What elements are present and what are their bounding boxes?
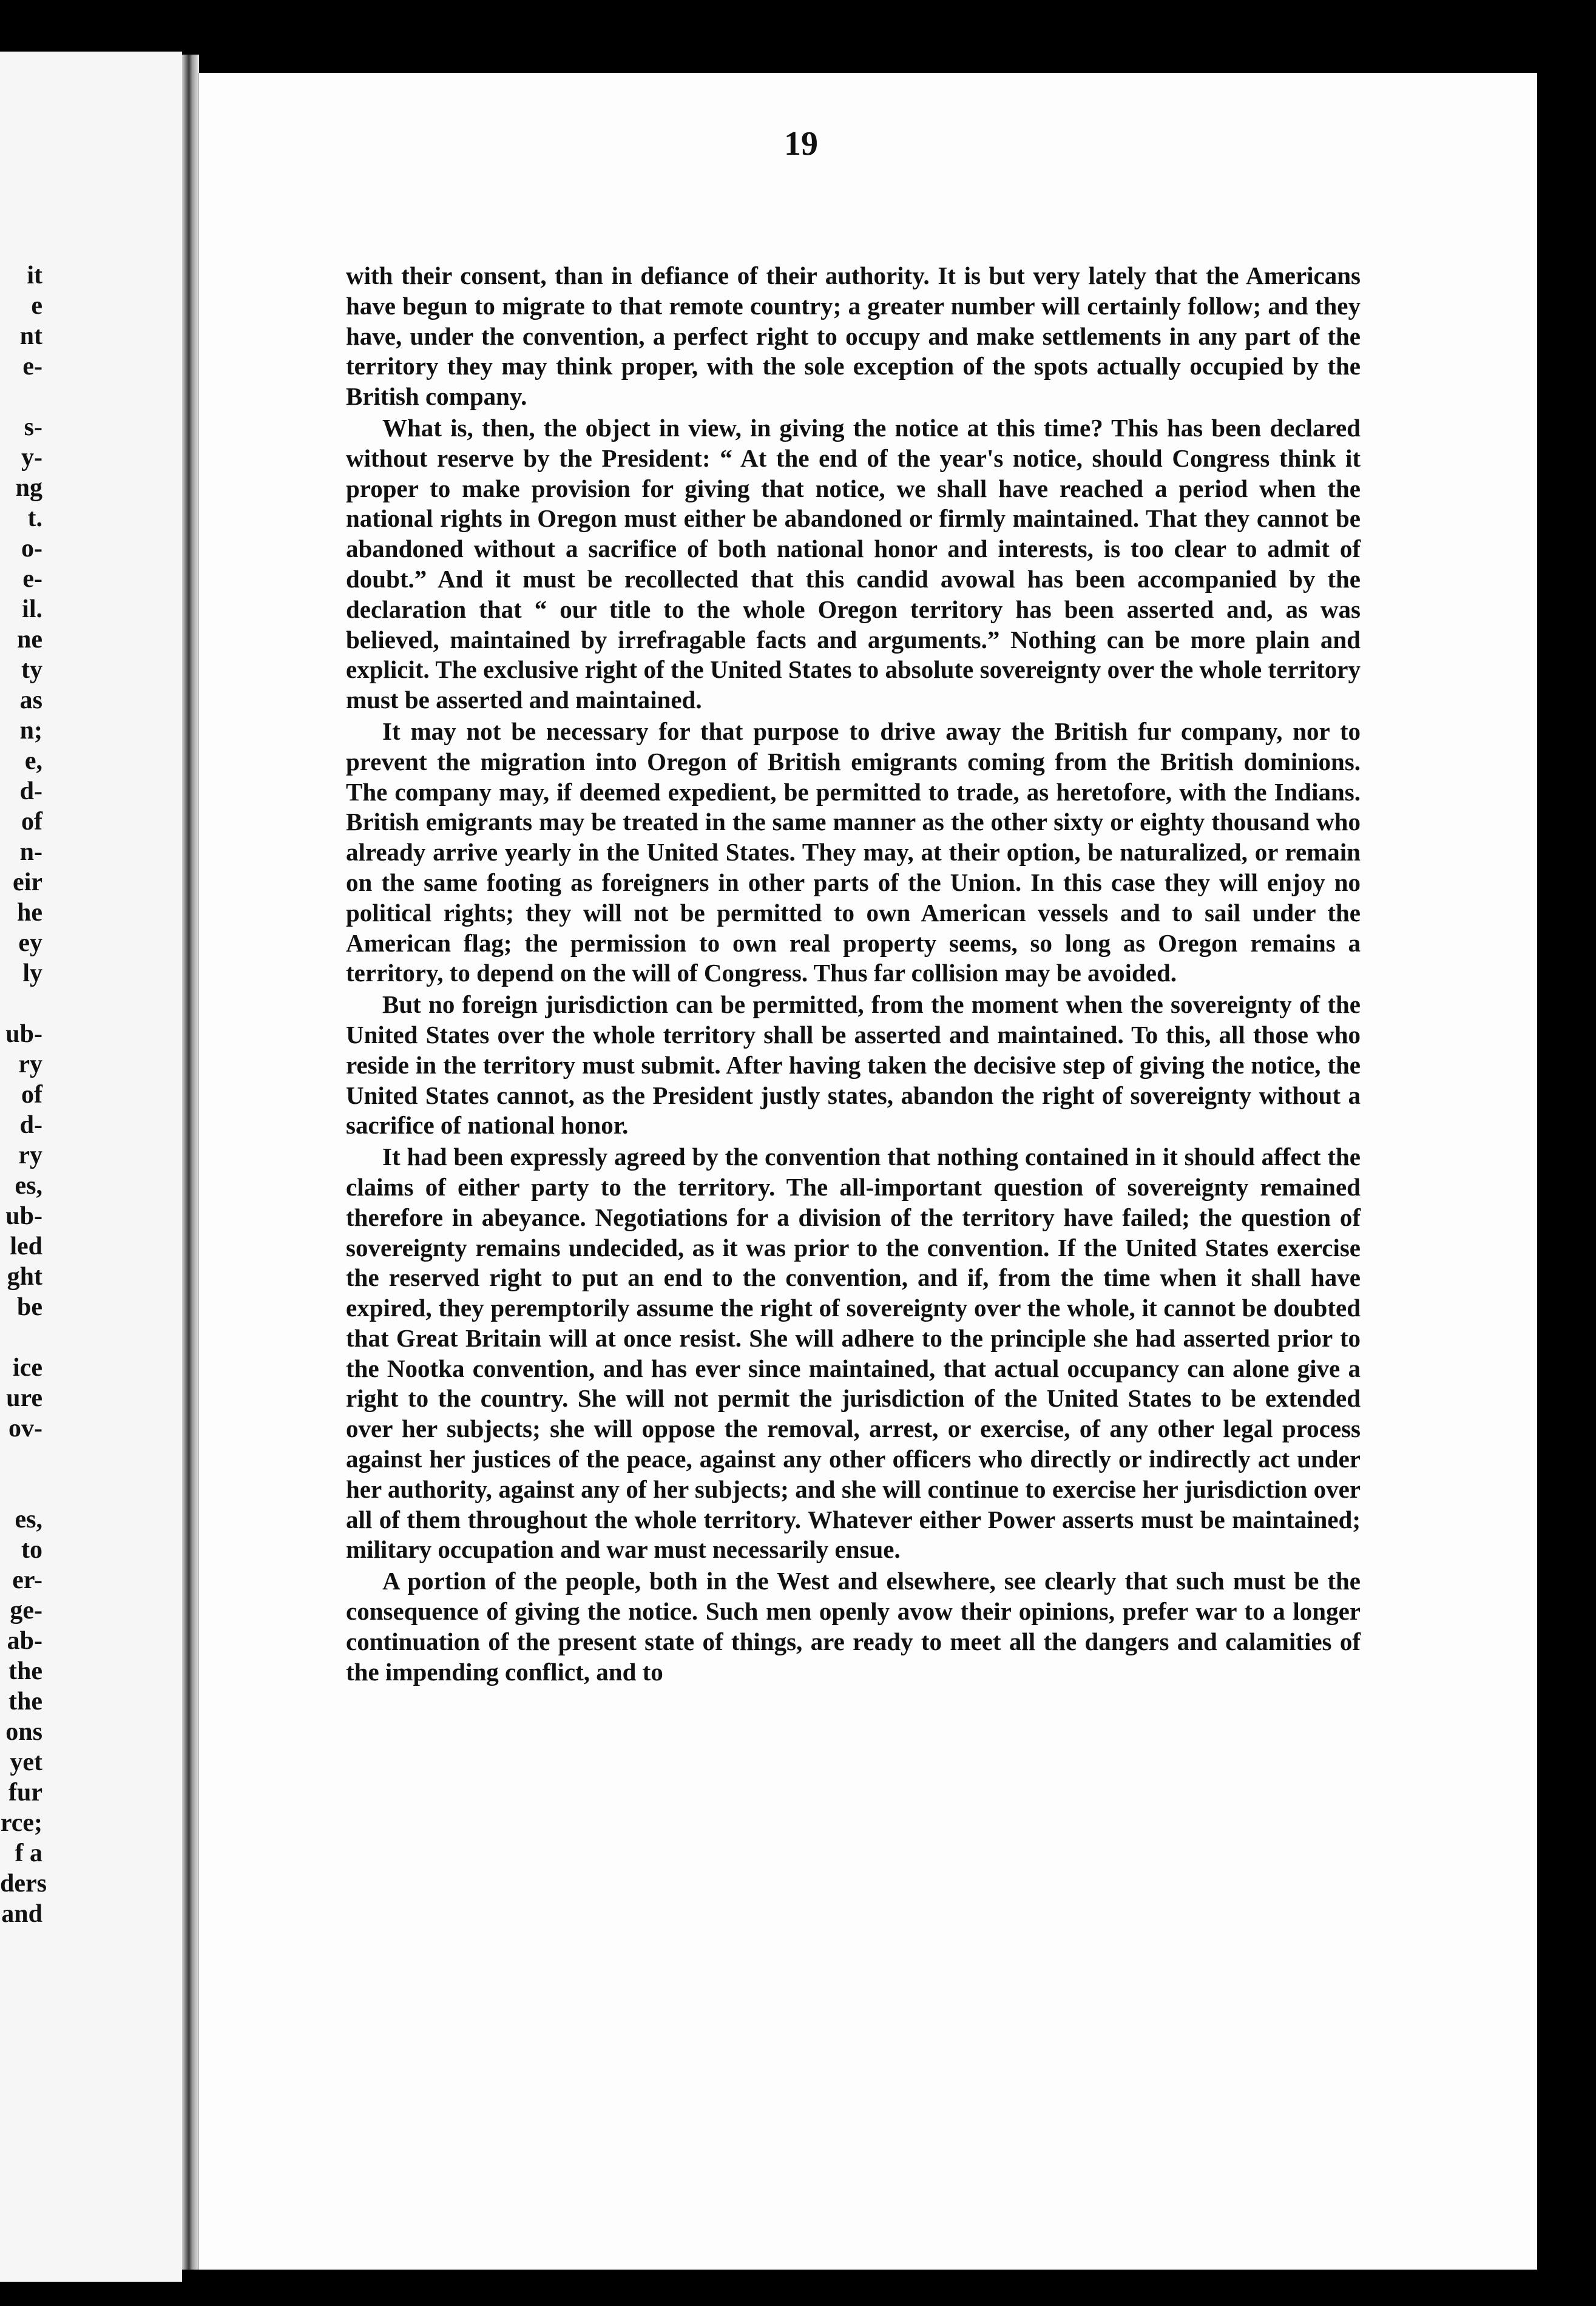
book-gutter — [182, 55, 199, 2270]
left-fragment: ub- — [5, 1020, 42, 1048]
left-fragment: ure — [6, 1384, 42, 1412]
left-fragment: yet — [10, 1748, 42, 1776]
left-fragment: led — [10, 1232, 42, 1260]
left-fragment: o- — [21, 535, 42, 563]
left-fragment: d- — [19, 1111, 42, 1139]
left-fragment: t. — [27, 504, 42, 532]
left-fragment: e- — [22, 565, 42, 593]
left-fragment: ders — [0, 1870, 47, 1898]
left-fragment: n- — [19, 838, 42, 866]
left-fragment: ry — [18, 1141, 42, 1169]
page-number: 19 — [784, 125, 818, 163]
left-fragment: to — [21, 1536, 42, 1564]
left-fragment: ey — [18, 929, 42, 957]
left-fragment: n; — [19, 717, 42, 745]
left-fragment: he — [17, 899, 42, 927]
left-fragment: of — [21, 808, 42, 836]
left-fragment: ons — [5, 1718, 42, 1746]
paragraph: What is, then, the object in view, in giving the notice at this time? This has been declared without reserve by the President: “ At the end of the year's notice, should Congress think it proper to make provision for giving that notice, we shall have reached a period when the national rights in Oregon must either be abandoned or firmly maintained. That they cannot be abandoned without a sacrifice of both national honor and interests, is too clear to admit of doubt.” And it must be recollected that this candid avowal has been accompanied by the declaration that “ our title to the whole Oregon territory has been asserted and, as was believed, maintained by irrefragable facts and arguments.” Nothing can be more plain and explicit. The exclusive right of the United States to absolute sovereignty over the whole territory must be asserted and maintained. — [346, 413, 1361, 714]
left-fragment: as — [19, 686, 42, 714]
paragraph: It had been expressly agreed by the convention that nothing contained in it should affect the claims of either party to the territory. The all-important question of sovereignty remained therefore in abeyance. Negotiations for a division of the territory have failed; the question of sovereignty remains undecided, as it was prior to the convention. If the United States exercise the reserved right to put an end to the convention, and if, from the time when it shall have expired, they peremptorily assume the right of sovereignty over the whole, it cannot be doubted that Great Britain will at once resist. She will adhere to the principle she had asserted prior to the Nootka convention, and has ever since maintained, that actual occupancy can alone give a right to the country. She will not permit the jurisdiction of the United States to be extended over her subjects; she will oppose the removal, arrest, or exercise, of any other legal process against her justices of the peace, against any other officers who directly or indirectly act under her authority, against any of her subjects; and she will continue to exercise her jurisdiction over all of them throughout the whole territory. Whatever either Power asserts must be maintained; military occupation and war must necessarily ensue. — [346, 1143, 1361, 1564]
left-fragment: the — [8, 1657, 42, 1685]
left-fragment: the — [8, 1688, 42, 1716]
left-fragment: e, — [24, 747, 42, 775]
left-fragment: and — [1, 1900, 42, 1928]
left-fragment: f a — [15, 1839, 42, 1867]
left-fragment: ty — [21, 656, 42, 684]
left-fragment: be — [17, 1293, 42, 1321]
left-fragment: es, — [15, 1172, 42, 1200]
paragraph: But no foreign jurisdiction can be permitted, from the moment when the sovereignty of the United States over the whole territory shall be asserted and maintained. To this, all those who reside in the territory must submit. After having taken the decisive step of giving the notice, the United States cannot, as the President justly states, abandon the right of sovereignty without a sacrifice of national honor. — [346, 990, 1361, 1140]
left-fragment: fur — [8, 1779, 42, 1807]
left-fragment: ice — [13, 1354, 42, 1382]
left-fragment: ub- — [5, 1202, 42, 1230]
left-fragment: e- — [22, 353, 42, 380]
left-fragment: ge- — [10, 1597, 42, 1625]
left-fragment: es, — [15, 1506, 42, 1533]
paragraph: It may not be necessary for that purpose to drive away the British fur company, nor to prevent the migration into Oregon of British emigrants coming from the British dominions. The company may, if deemed expedient, be permitted to trade, as heretofore, with the Indians. British emigrants may be treated in the same manner as the other sixty or eighty thousand who already arrive yearly in the United States. They may, at their option, be naturalized, or remain on the same footing as foreigners in other parts of the Union. In this case they will enjoy no political rights; they will not be permitted to own American vessels and to sail under the American flag; the permission to own real property seems, so long as Oregon remains a territory, to depend on the will of Congress. Thus far collision may be avoided. — [346, 717, 1361, 987]
left-fragment: ng — [15, 474, 42, 502]
left-fragment: il. — [22, 595, 42, 623]
body-text — [346, 261, 1361, 1687]
left-fragment: er- — [12, 1566, 42, 1594]
left-fragment: s- — [24, 413, 42, 441]
left-fragment: d- — [19, 777, 42, 805]
left-page-text-fragments — [0, 52, 176, 2282]
left-fragment: of — [21, 1081, 42, 1109]
left-fragment: e — [31, 292, 42, 320]
left-fragment: rce; — [0, 1809, 42, 1837]
left-fragment: ov- — [8, 1415, 42, 1442]
paragraph: with their consent, than in defiance of their authority. It is but very lately that the Americans have begun to migrate to that remote country; a greater number will certainly follow; and they have, under the convention, a perfect right to occupy and make settlements in any part of the territory they may think proper, with the sole exception of the spots actually occupied by the British company. — [346, 262, 1361, 411]
paragraph: A portion of the people, both in the West and elsewhere, see clearly that such must be the consequence of giving the notice. Such men openly avow their opinions, prefer war to a longer continuation of the present state of things, are ready to meet all the dangers and calamities of the impending conflict, and to — [346, 1567, 1361, 1686]
left-fragment: ly — [22, 959, 42, 987]
left-fragment: ab- — [7, 1627, 42, 1655]
left-page-edge — [0, 52, 182, 2282]
left-fragment: ne — [17, 626, 42, 654]
left-fragment: nt — [19, 322, 42, 350]
left-fragment: it — [27, 262, 42, 289]
left-fragment: eir — [13, 868, 42, 896]
left-fragment: ght — [7, 1263, 42, 1291]
left-fragment: ry — [18, 1050, 42, 1078]
left-fragment: y- — [21, 444, 42, 472]
